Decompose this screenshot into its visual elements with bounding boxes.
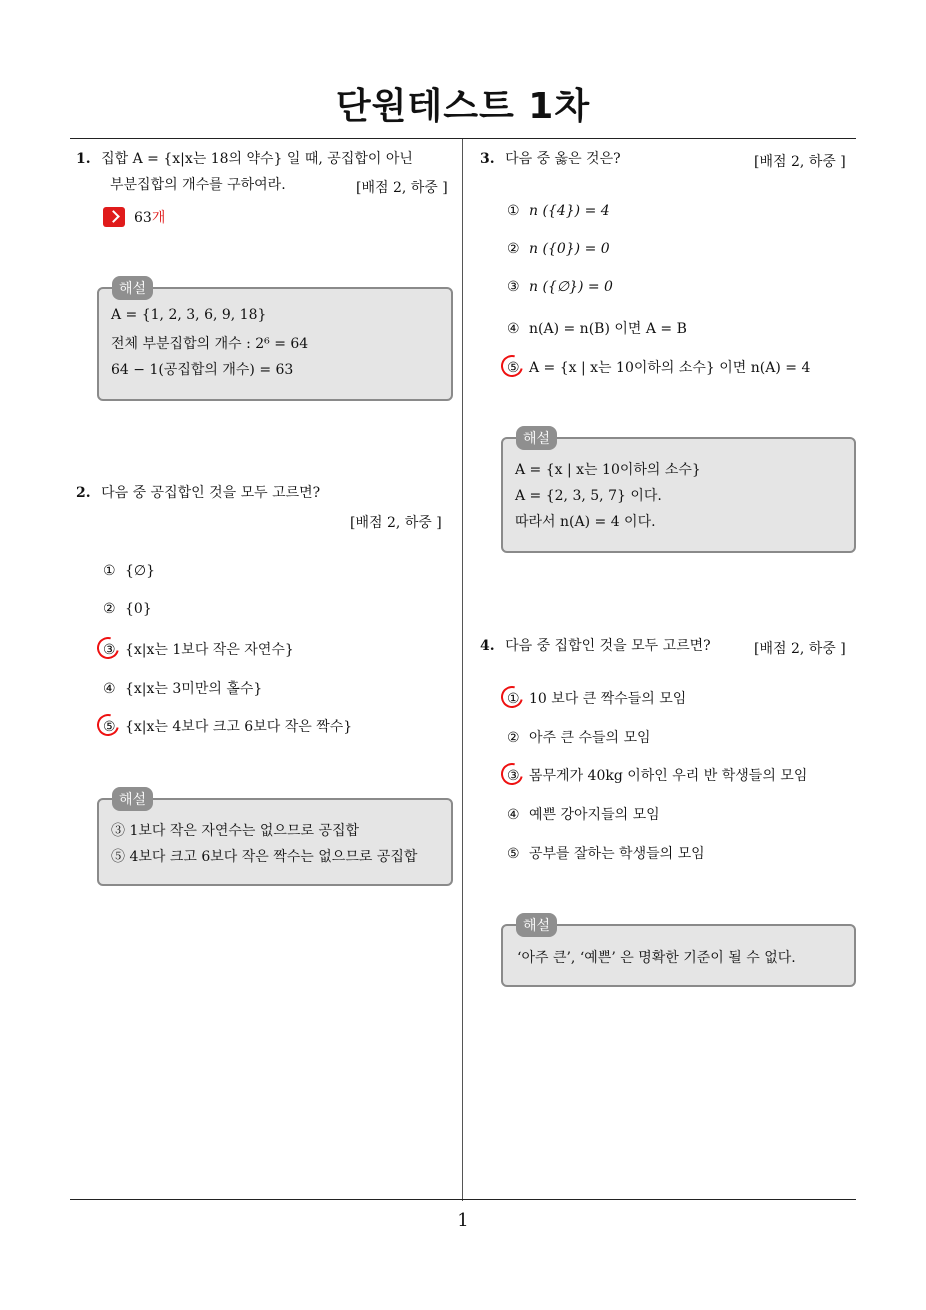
explanation-tag: 해설	[112, 787, 153, 811]
explanation-line: A = {1, 2, 3, 6, 9, 18}	[111, 307, 267, 323]
question-4-option-1[interactable]: ① 10 보다 큰 짝수들의 모임	[507, 691, 687, 707]
question-3-option-5[interactable]: ⑤ A = {x | x는 10이하의 소수} 이면 n(A) = 4	[507, 360, 811, 376]
question-3-option-3[interactable]: ③ n ({∅}) = 0	[507, 279, 613, 295]
explanation-line: ③ 1보다 작은 자연수는 없으므로 공집합	[111, 823, 360, 839]
answer-arrow-icon	[103, 207, 125, 227]
question-4-meta: [배점 2, 하중 ]	[754, 641, 846, 657]
question-2-explanation-box	[97, 798, 453, 886]
explanation-line: 따라서 n(A) = 4 이다.	[515, 514, 656, 530]
question-1-line1: 1. 집합 A = {x|x는 18의 약수} 일 때, 공집합이 아닌	[76, 151, 413, 167]
question-1-answer: 63개	[134, 210, 166, 226]
question-1-number: 1.	[76, 151, 91, 167]
question-2-meta: [배점 2, 하중 ]	[350, 515, 442, 531]
explanation-tag: 해설	[516, 913, 557, 937]
question-4-option-5[interactable]: ⑤ 공부를 잘하는 학생들의 모임	[507, 846, 705, 862]
question-4-option-3[interactable]: ③ 몸무게가 40kg 이하인 우리 반 학생들의 모임	[507, 768, 808, 784]
question-2-option-2[interactable]: ② {0}	[103, 601, 152, 617]
question-2-number: 2.	[76, 485, 91, 501]
explanation-tag: 해설	[112, 276, 153, 300]
question-2-option-1[interactable]: ① {∅}	[103, 563, 156, 579]
question-1-line2: 부분집합의 개수를 구하여라.	[110, 177, 286, 193]
question-4-number: 4.	[480, 638, 495, 654]
explanation-line: 전체 부분집합의 개수 : 2⁶ = 64	[111, 336, 309, 352]
explanation-line: A = {2, 3, 5, 7} 이다.	[515, 488, 662, 504]
question-3-explanation-box	[501, 437, 856, 553]
question-2-option-3[interactable]: ③ {x|x는 1보다 작은 자연수}	[103, 642, 294, 658]
question-3-option-2[interactable]: ② n ({0}) = 0	[507, 241, 610, 257]
column-divider	[462, 139, 463, 1201]
explanation-line: ‘아주 큰’, ‘예쁜’ 은 명확한 기준이 될 수 없다.	[517, 950, 796, 966]
explanation-tag: 해설	[516, 426, 557, 450]
header-rule	[70, 138, 856, 139]
explanation-line: A = {x | x는 10이하의 소수}	[515, 462, 701, 478]
question-3-text: 3. 다음 중 옳은 것은?	[480, 151, 621, 167]
question-3-meta: [배점 2, 하중 ]	[754, 154, 846, 170]
explanation-line: ⑤ 4보다 크고 6보다 작은 짝수는 없으므로 공집합	[111, 849, 418, 865]
question-4-option-4[interactable]: ④ 예쁜 강아지들의 모임	[507, 807, 660, 823]
question-2-text: 2. 다음 중 공집합인 것을 모두 고르면?	[76, 485, 321, 501]
question-1-explanation-box	[97, 287, 453, 401]
question-2-option-5[interactable]: ⑤ {x|x는 4보다 크고 6보다 작은 짝수}	[103, 719, 353, 735]
question-3-number: 3.	[480, 151, 495, 167]
question-3-option-1[interactable]: ① n ({4}) = 4	[507, 203, 610, 219]
footer-rule	[70, 1199, 856, 1200]
explanation-line: 64 − 1(공집합의 개수) = 63	[111, 362, 294, 378]
page-number: 1	[457, 1210, 469, 1231]
question-3-option-4[interactable]: ④ n(A) = n(B) 이면 A = B	[507, 321, 687, 337]
question-1-meta: [배점 2, 하중 ]	[356, 180, 448, 196]
page-title: 단원테스트 1차	[335, 86, 591, 127]
question-2-option-4[interactable]: ④ {x|x는 3미만의 홀수}	[103, 681, 263, 697]
question-4-text: 4. 다음 중 집합인 것을 모두 고르면?	[480, 638, 711, 654]
question-4-option-2[interactable]: ② 아주 큰 수들의 모임	[507, 730, 651, 746]
